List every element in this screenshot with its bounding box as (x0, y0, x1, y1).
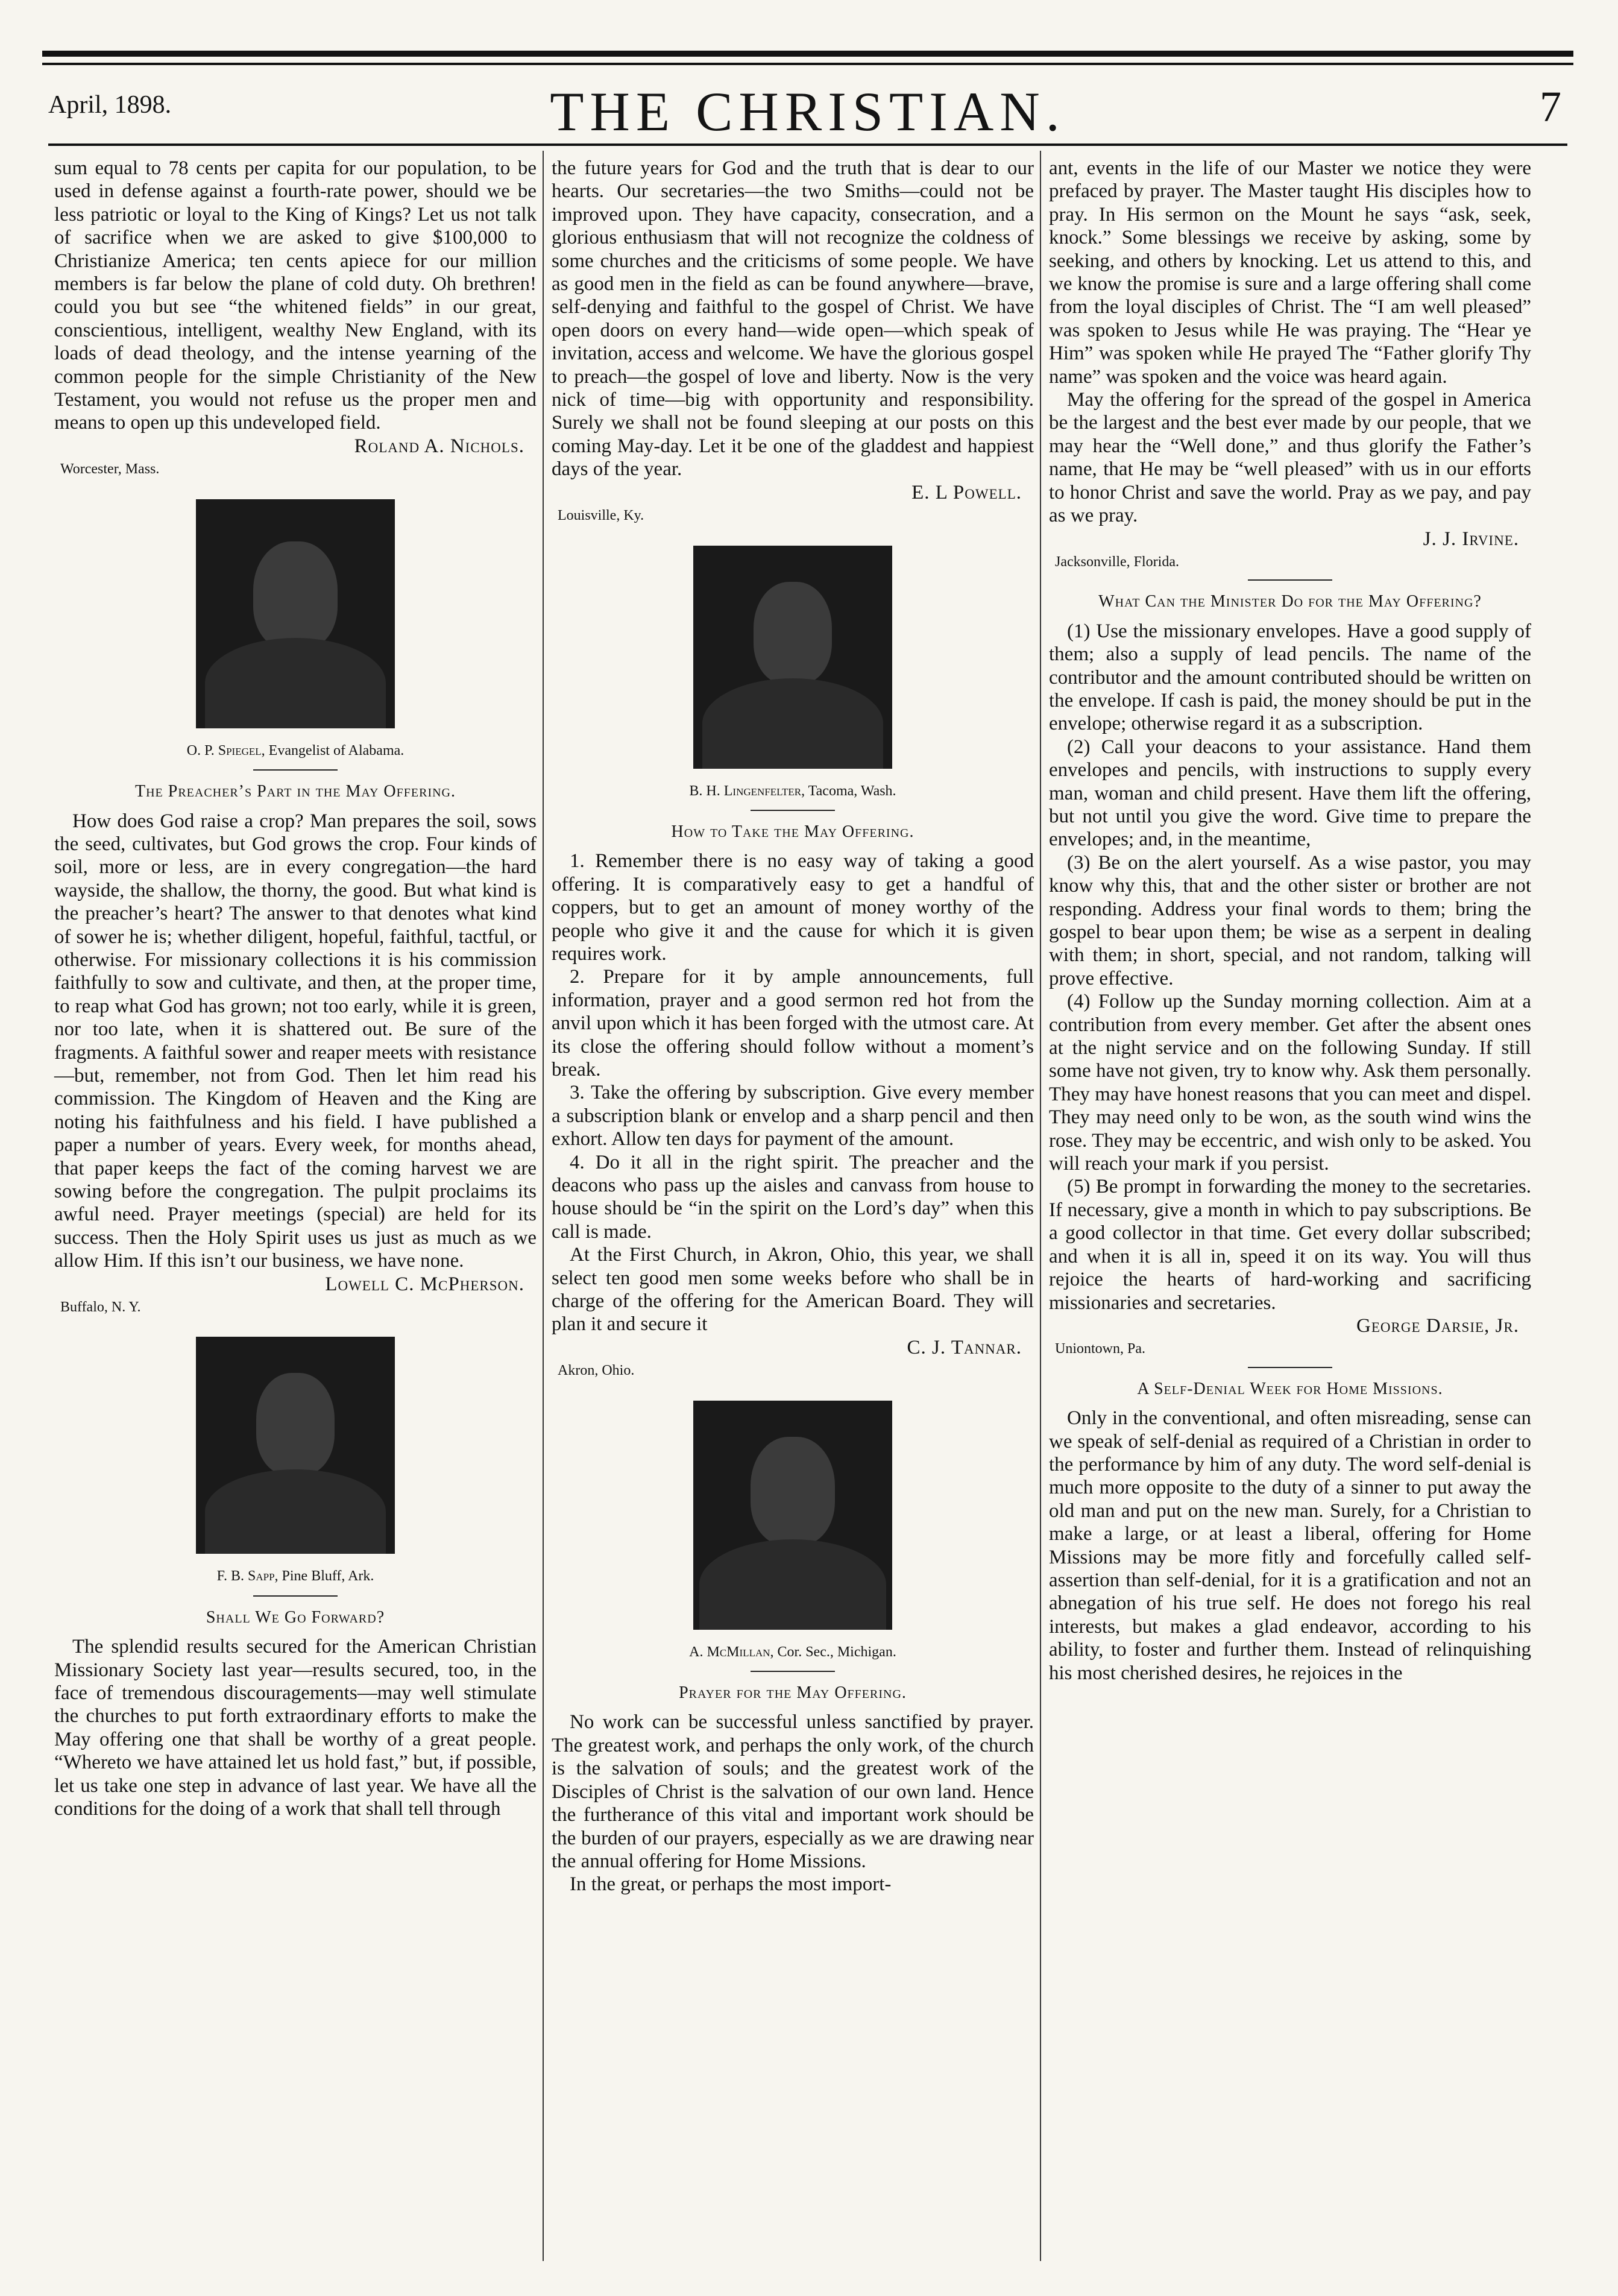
paragraph: the future years for God and the truth that is dear to our hearts. Our secretaries—the two Smiths—could not be improved upon. They have capacity, consecration, and a glorious enthusiasm that will not recognize the coldness of some churches and the criticisms of some people. We have as good men in the field as can be found anywhere—brave, self-denying and faithful to the gospel of Christ. We have open doors on every hand—wide open—which speak of invitation, access and welcome. We have the glorious gospel to preach—the gospel of love and liberty. Now is the very nick of time—big with opportunity and responsibility. Surely we shall not be found sleeping at our posts on this coming May-day. Let it be one of the gladdest and happiest days of the year. (552, 157, 1034, 481)
caption-text: Evangelist of Alabama. (268, 742, 404, 758)
section-rule (1248, 1367, 1332, 1368)
paragraph: 4. Do it all in the right spirit. The preacher and the deacons who pass up the aisles and canvass from house to house should be “in the spirit on the Lord’s day” when this call is made. (552, 1151, 1034, 1243)
masthead (48, 72, 1567, 145)
signature: Roland A. Nichols. (354, 435, 524, 457)
section-heading: The Preacher’s Part in the May Offering. (135, 782, 456, 801)
paragraph: The splendid results secured for the American Christian Missionary Society last year—results secured, too, in the face of tremendous discouragements—may well stimulate the churches to put forth extraordinary efforts to make the May offering one that shall be worthy of a great people. “Whereto we have attained let us hold fast,” but, if possible, let us take one step in advance of last year. We have all the conditions for the doing of a work that shall tell through (54, 1636, 537, 1820)
caption-name: B. H. Lingenfelter, (689, 783, 805, 799)
column-1 (54, 157, 537, 1821)
section-rule (751, 1671, 835, 1672)
paragraph: sum equal to 78 cents per capita for our population, to be used in defense against a fourth-rate power, should we be less patriotic or loyal to the King of Kings? Let us not talk of sacrifice when we are asked to give $100,000 to Christianize America; ten cents apiece for our million members is far below the plane of cold duty. Oh brethren! could you but see “the whitened fields” in our great, conscientious, intelligent, wealthy New England, with its loads of dead theology, and the intense yearning of the common people for the simple Christianity of the New Testament, you would not refuse us the proper men and means to open up this undeveloped field. (54, 157, 537, 434)
section-heading: A Self-Denial Week for Home Missions. (1137, 1379, 1443, 1398)
paragraph: 1. Remember there is no easy way of taking a good offering. It is comparatively easy to get a handful of coppers, but to get an amount of money worthy of the people who give it and the cause for which it is given requires work. (552, 850, 1034, 965)
section-heading: Shall We Go Forward? (206, 1607, 385, 1627)
paragraph: May the offering for the spread of the gospel in America be the largest and the best ever made by our people, that we may hear the “Well done,” and thus glorify the Father’s name, that He may be “well pleased” with us in our efforts to honor Christ and save the world. Pray as we pay, and pay as we pray. (1049, 389, 1531, 527)
column-divider (543, 151, 544, 2261)
signature: E. L Powell. (911, 481, 1022, 503)
paragraph: No work can be successful unless sanctified by prayer. The greatest work, and perhaps the only work, of the church is the salvation of souls; and the greatest work of the Disciples of Christ is the salvation of our own land. Hence the furtherance of this vital and important work should be the burden of our prayers, especially as we are drawing near the annual offering for Home Missions. (552, 1711, 1034, 1872)
signature: George Darsie, Jr. (1356, 1314, 1519, 1337)
paragraph: At the First Church, in Akron, Ohio, this year, we shall select ten good men some weeks before who shall be in charge of the offering for the American Board. They will plan it and secure it (552, 1244, 1034, 1336)
section-heading: How to Take the May Offering. (671, 822, 914, 841)
portrait-photo (693, 546, 892, 769)
caption-name: A. McMillan, (689, 1644, 774, 1660)
paragraph: (1) Use the missionary envelopes. Have a good supply of them; also a supply of lead pencils. The name of the contributor and the amount contributed should be written on the envelope. If cash is paid, the money should be put in the envelope; otherwise regard it as a subscription. (1049, 620, 1531, 735)
section-heading: What Can the Minister Do for the May Offering? (1098, 592, 1482, 611)
location: Akron, Ohio. (558, 1363, 635, 1379)
signature: Lowell C. McPherson. (325, 1273, 524, 1295)
paragraph: 2. Prepare for it by ample announcements, full information, prayer and a good sermon red hot from the anvil upon which it has been forged with the utmost care. At its close the offering should follow without a moment’s break. (552, 966, 1034, 1080)
location: Buffalo, N. Y. (60, 1299, 141, 1316)
issue-date: April, 1898. (48, 91, 172, 119)
section-heading: Prayer for the May Offering. (679, 1683, 907, 1703)
page-number: 7 (1540, 83, 1561, 131)
location: Worcester, Mass. (60, 461, 160, 478)
caption-text: Cor. Sec., Michigan. (777, 1644, 896, 1660)
paragraph: Only in the conventional, and often misreading, sense can we speak of self-denial as required of a Christian in order to the performance by him of any duty. The word self-denial is much more opposite to the duty of a sinner to put away the old man and put on the new man. Surely, for a Christian to make a large, or at least a liberal, offering for Home Missions may be more fitly and forcefully called self-assertion than self-denial, for it is a gratification and not an abnegation of his true self. He does not forego his real interests, but makes a glad endeavor, according to his ability, to foster and further them. Instead of relinquishing his most cherished desires, he rejoices in the (1049, 1407, 1531, 1684)
section-rule (1248, 579, 1332, 581)
section-rule (751, 810, 835, 811)
photo-caption (54, 1565, 537, 1588)
paragraph: (2) Call your deacons to your assistance. Hand them envelopes and pencils, with instructions to supply every man, woman and child present. Have them lift the offering, but not until you give the word. Give time to prepare the envelopes; and, in the meantime, (1049, 736, 1531, 851)
paragraph: 3. Take the offering by subscription. Give every member a subscription blank or envelop and a sharp pencil and then exhort. Allow ten days for payment of the amount. (552, 1082, 1034, 1150)
photo-caption (552, 780, 1034, 803)
caption-name: O. P. Spiegel, (186, 742, 265, 758)
location: Louisville, Ky. (558, 508, 644, 524)
signature: C. J. Tannar. (907, 1336, 1022, 1358)
location: Uniontown, Pa. (1055, 1341, 1145, 1357)
paragraph: (4) Follow up the Sunday morning collection. Aim at a contribution from every member. Get after the absent ones at the night service and on the following Sunday. If still some have not given, try to know why. Ask them personally. They may have honest reasons that you can meet and dispel. They may need only to be won, as the south wind wins the rose. They may be eccentric, and wish only to be asked. You will reach your mark if you persist. (1049, 991, 1531, 1175)
paragraph: ant, events in the life of our Master we notice they were prefaced by prayer. The Master taught His disciples how to pray. In His sermon on the Mount he says “ask, seek, knock.” Some blessings we receive by asking, some by seeking, and others by knocking. Let us attend to this, and we know the promise is sure and a large offering shall come from the loyal disciples of Christ. The “I am well pleased” was spoken to Jesus while He was praying. The “Hear ye Him” was spoken while He prayed The “Father glorify Thy name” was spoken and the voice was heard again. (1049, 157, 1531, 388)
portrait-photo (693, 1401, 892, 1630)
caption-text: Pine Bluff, Ark. (282, 1568, 374, 1585)
signature: J. J. Irvine. (1423, 528, 1519, 550)
photo-caption (54, 739, 537, 762)
portrait-photo (196, 499, 395, 728)
paragraph: (3) Be on the alert yourself. As a wise pastor, you may know why this, that and the other sister or brother are not responding. Address your final words to them; bring the gospel to bear upon them; be wise as a serpent in dealing with them; in short, special, and not random, talking will prove effective. (1049, 851, 1531, 989)
top-rule (42, 51, 1573, 57)
portrait-photo (196, 1337, 395, 1554)
caption-text: Tacoma, Wash. (808, 783, 896, 799)
column-divider (1040, 151, 1041, 2261)
section-rule (253, 1595, 338, 1597)
column-3 (1049, 157, 1531, 1685)
paragraph: In the great, or perhaps the most import- (570, 1873, 892, 1896)
photo-caption (552, 1641, 1034, 1664)
masthead-rule (48, 144, 1567, 146)
section-rule (253, 769, 338, 771)
location: Jacksonville, Florida. (1055, 554, 1179, 570)
paragraph: (5) Be prompt in forwarding the money to the secretaries. If necessary, give a month in which to pay subscriptions. Be a good collector in that time. Get every dollar subscribed; and when it is all in, speed it on its way. You will thus rejoice the hearts of hard-working and sacrificing missionaries and secretaries. (1049, 1176, 1531, 1314)
paragraph: How does God raise a crop? Man prepares the soil, sows the seed, cultivates, but God grows the crop. Four kinds of soil, more or less, are in every congregation—the hard wayside, the shallow, the thorny, the good. But what kind is the preacher’s heart? The answer to that denotes what kind of sower he is; whether diligent, hopeful, faithful, tactful, or otherwise. For missionary collections it is his commission faithfully to sow and cultivate, and then, at the proper time, to reap what God has grown; not too early, while it is green, nor too late, when it is shattered out. Be sure of the fragments. A faithful sower and reaper meets with resistance—but, remember, not from God. Then let him read his commission. The Kingdom of Heaven and the King are noting his faithfulness and his field. I have published a paper a number of years. Every week, for months ahead, that paper keeps the fact of the coming harvest we are sowing before the congregation. The pulpit proclaims its awful need. Prayer meetings (special) are held for its success. Then the Holy Spirit uses us just as much as we allow Him. If this isn’t our business, we have none. (54, 810, 537, 1272)
column-2 (552, 157, 1034, 1896)
caption-name: F. B. Sapp, (216, 1568, 279, 1585)
newspaper-title: THE CHRISTIAN. (550, 81, 1066, 142)
top-rule-thin (42, 63, 1573, 65)
